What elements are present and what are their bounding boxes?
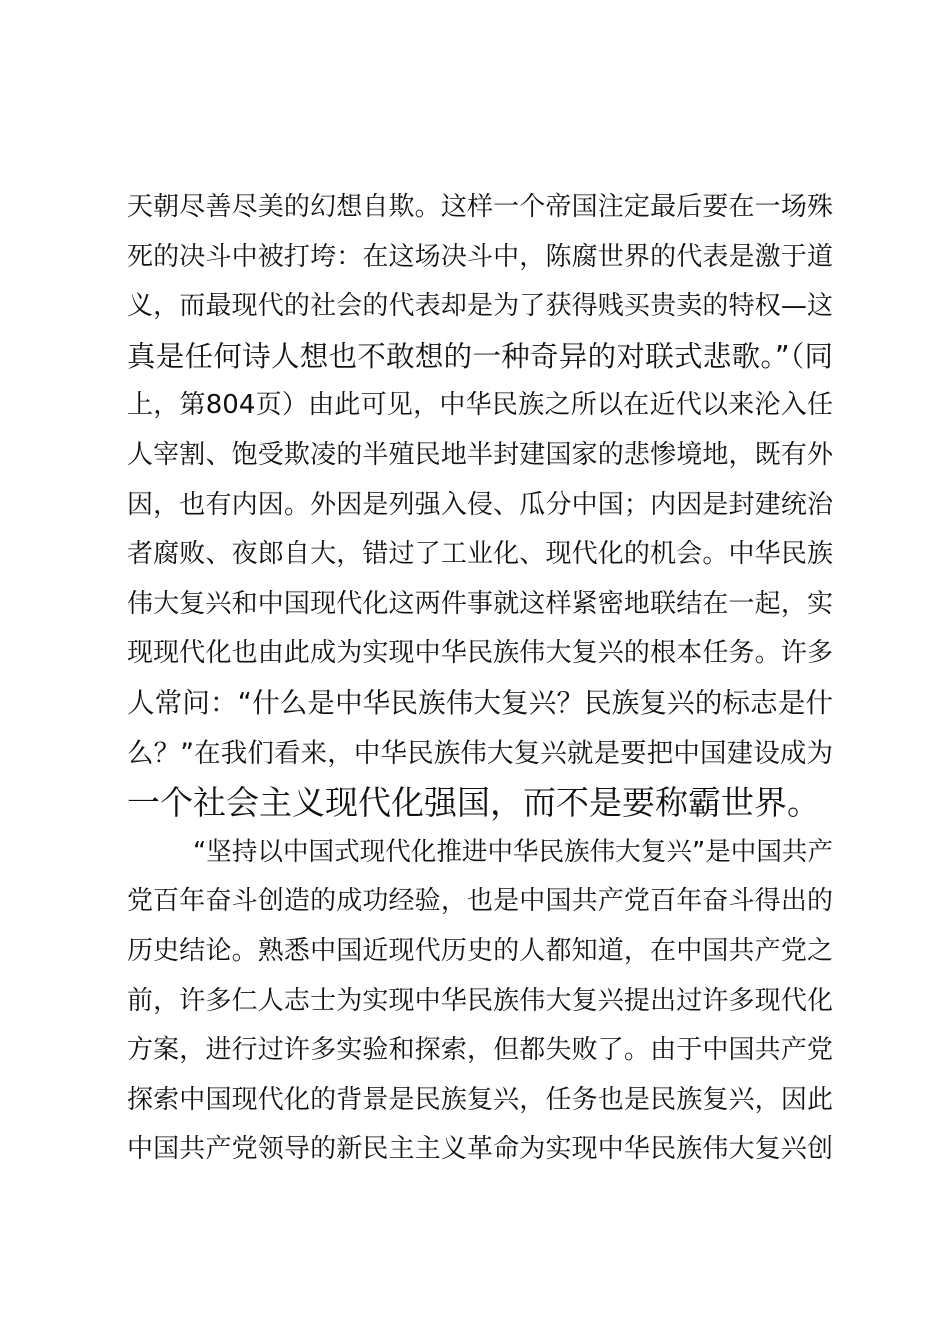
text-line: 义，而最现代的社会的代表却是为了获得贱买贵卖的特权—这 [127, 291, 833, 322]
text-line: 伟大复兴和中国现代化这两件事就这样紧密地联结在一起，实 [127, 588, 833, 619]
text-line: 么？”在我们看来，中华民族伟大复兴就是要把中国建设成为 [127, 737, 833, 769]
text-line: 中国共产党领导的新民主主义革命为实现中华民族伟大复兴创 [127, 1134, 833, 1165]
text-line: 前，许多仁人志士为实现中华民族伟大复兴提出过许多现代化 [127, 985, 833, 1016]
text-line: 者腐败、夜郎自大，错过了工业化、现代化的机会。中华民族 [127, 539, 833, 570]
paragraph-2 [127, 828, 833, 1175]
document-body [127, 183, 833, 1175]
text-line: 人常问：“什么是中华民族伟大复兴？民族复兴的标志是什 [127, 686, 833, 719]
text-line: 一个社会主义现代化强国，而不是要称霸世界。 [127, 783, 820, 823]
text-line: “坚持以中国式现代化推进中华民族伟大复兴”是中国共产 [193, 836, 833, 867]
text-line: 真是任何诗人想也不敢想的一种奇异的对联式悲歌。”（同 [127, 339, 833, 373]
text-line: 死的决斗中被打垮：在这场决斗中，陈腐世界的代表是激于道 [127, 241, 833, 272]
text-line: 历史结论。熟悉中国近现代历史的人都知道，在中国共产党之 [127, 935, 833, 966]
text-line: 党百年奋斗创造的成功经验，也是中国共产党百年奋斗得出的 [127, 886, 833, 917]
text-line: 人宰割、饱受欺凌的半殖民地半封建国家的悲惨境地，既有外 [127, 439, 833, 470]
text-line: 现现代化也由此成为实现中华民族伟大复兴的根本任务。许多 [127, 638, 833, 669]
text-line: 上，第804页）由此可见，中华民族之所以在近代以来沦入任 [127, 390, 833, 421]
text-line: 探索中国现代化的背景是民族复兴，任务也是民族复兴，因此 [127, 1084, 833, 1115]
text-line: 因，也有内因。外因是列强入侵、瓜分中国；内因是封建统治 [127, 489, 833, 520]
text-line: 方案，进行过许多实验和探索，但都失败了。由于中国共产党 [127, 1035, 833, 1066]
text-line: 天朝尽善尽美的幻想自欺。这样一个帝国注定最后要在一场殊 [127, 192, 833, 222]
paragraph-1 [127, 183, 833, 828]
